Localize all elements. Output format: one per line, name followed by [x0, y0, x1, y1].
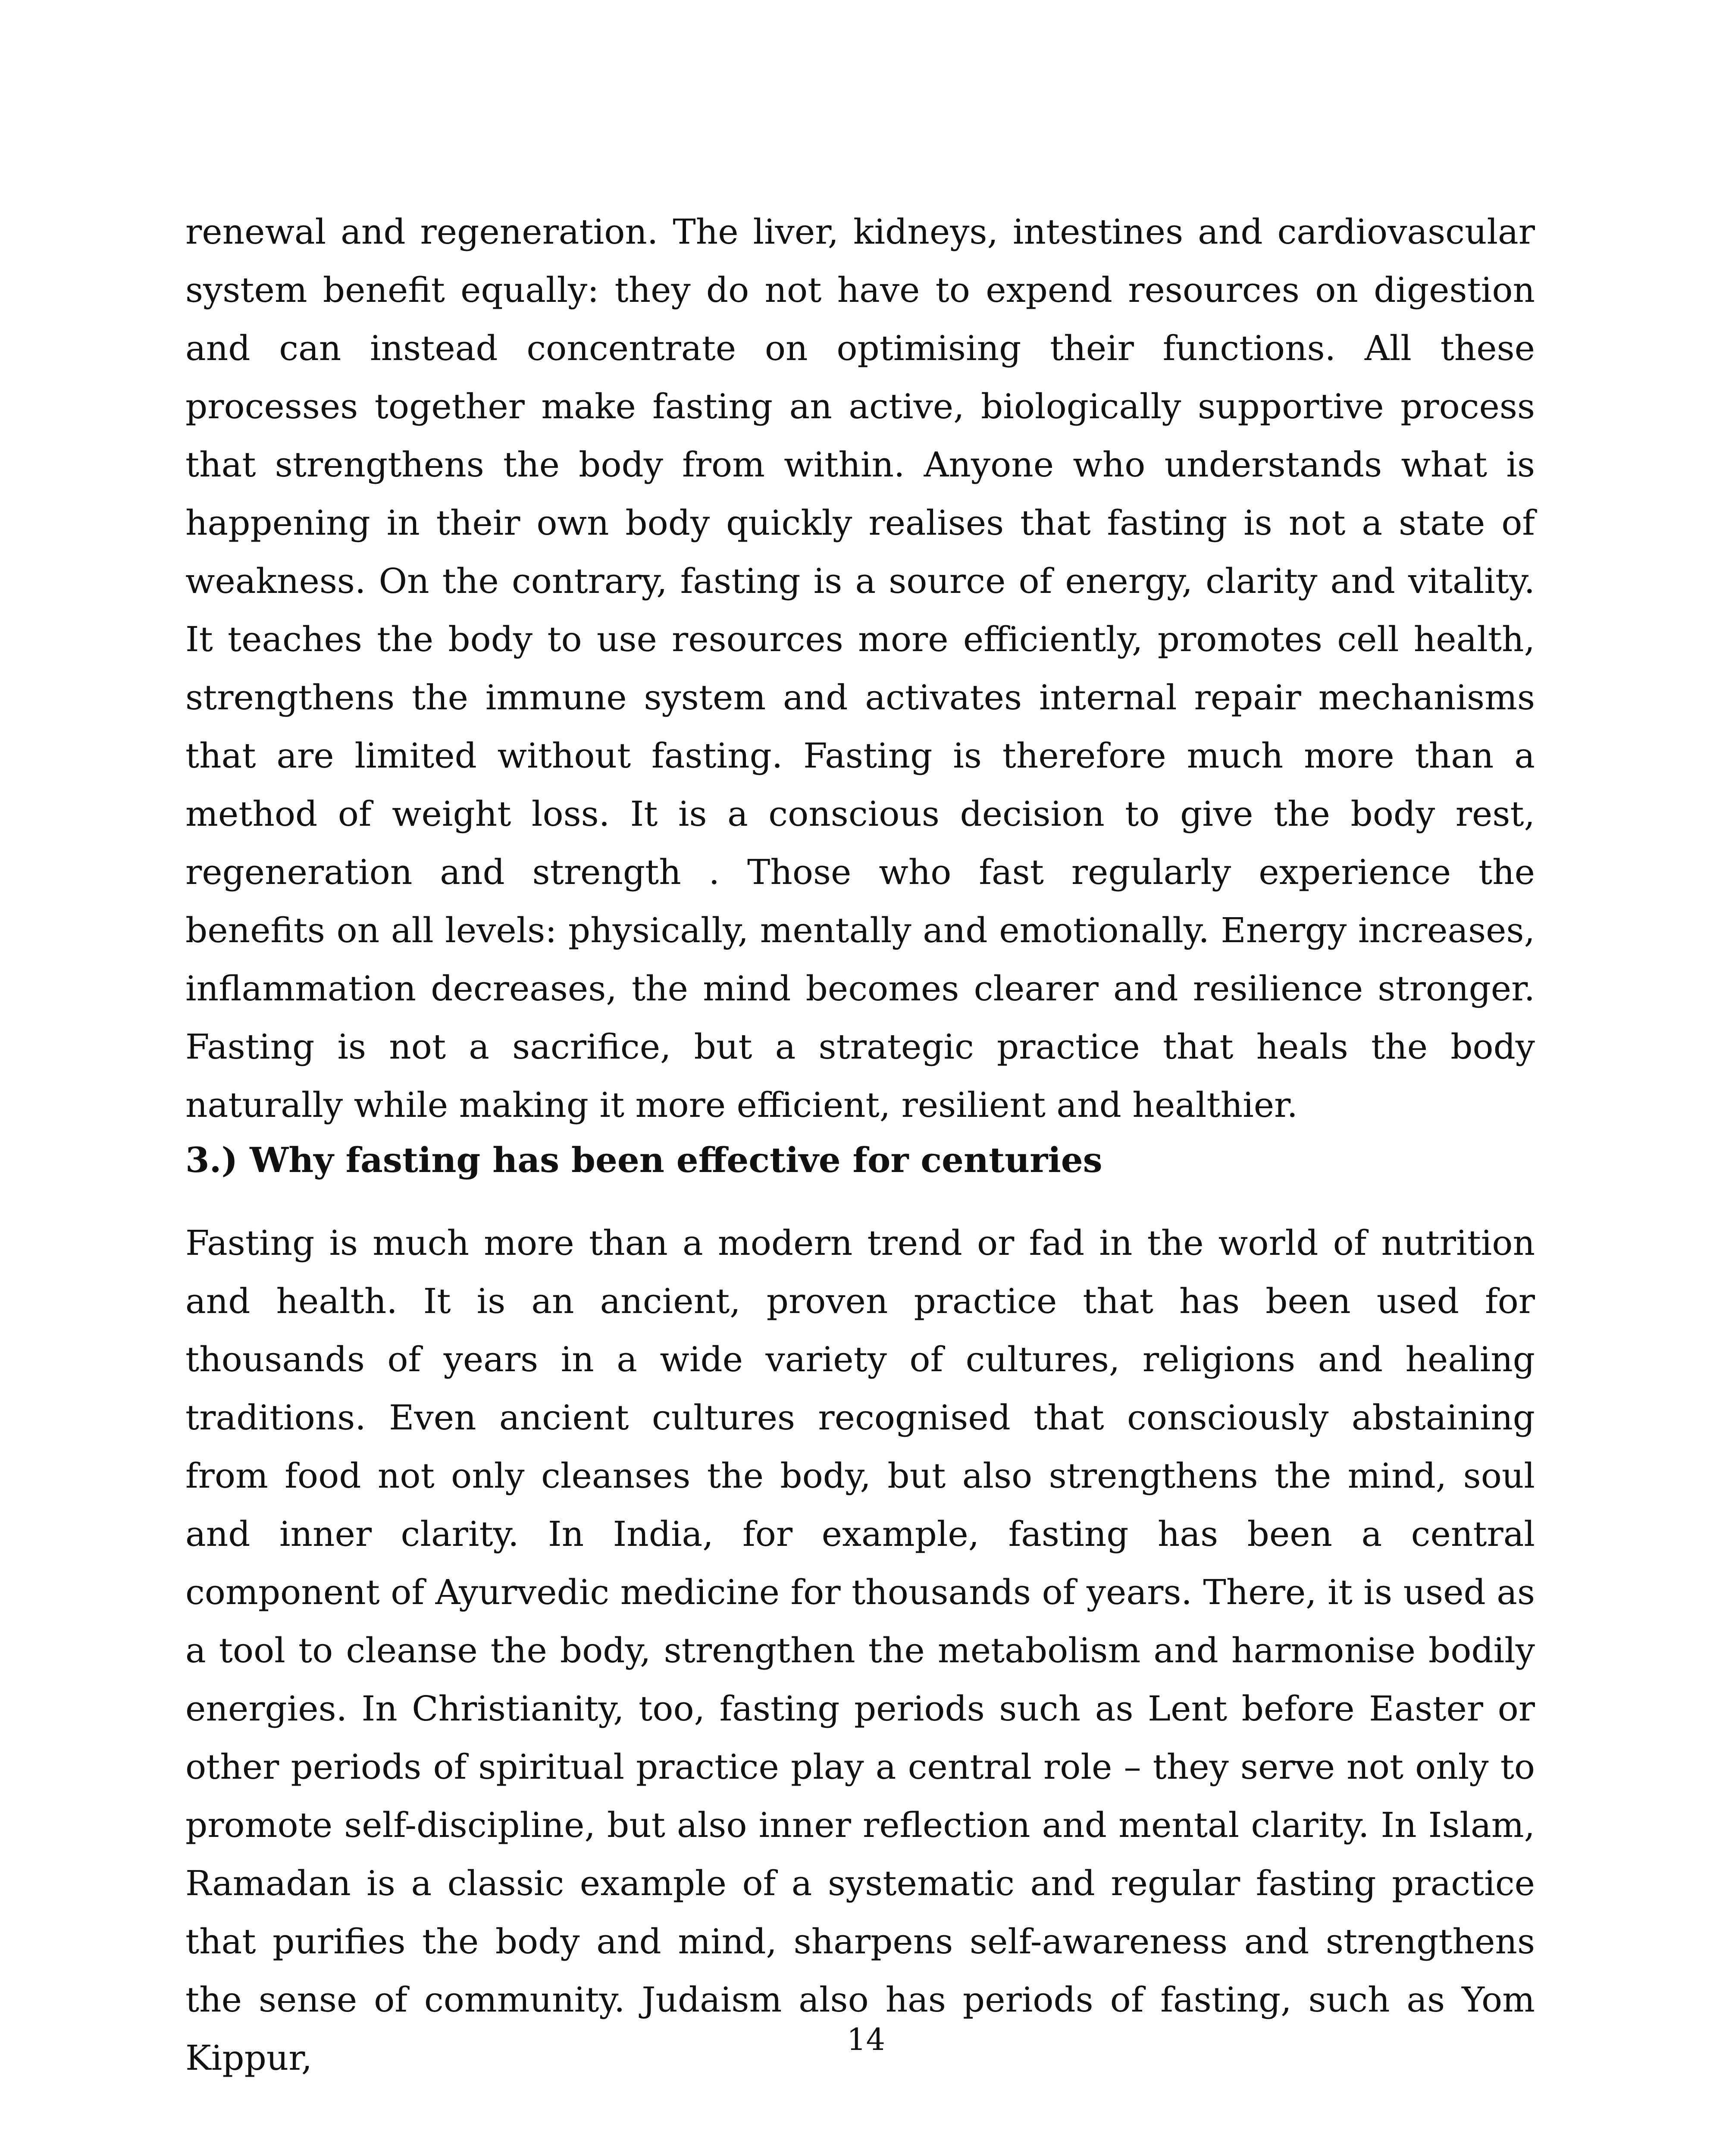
page-number: 14 [846, 2022, 886, 2057]
body-paragraph-2: Fasting is much more than a modern trend or fad in the world of nutrition and health. It is an ancient, proven practice that has been used for thousands of years in a wide variety of cultures, religions and healing traditions. Even ancient cultures recognised that consciously abstaining from food not only cleanses the body, but also strengthens the mind, soul and inner clarity. In India, for example, fasting has been a central component of Ayurvedic medicine for thousands of years. There, it is used as a tool to cleanse the body, strengthen the metabolism and harmonise bodily energies. In Christianity, too, fasting periods such as Lent before Easter or other periods of spiritual practice play a central role – they serve not only to promote self-discipline, but also inner reflection and mental clarity. In Islam, Ramadan is a classic example of a systematic and regular fasting practice that purifies the body and mind, sharpens self-awareness and strengthens the sense of community. Judaism also has periods of fasting, such as Yom Kippur, [185, 1223, 1535, 2078]
body-paragraph-2-container [185, 1214, 1535, 2087]
section-heading: 3.) Why fasting has been effective for centuries [185, 1140, 1102, 1180]
body-paragraph-1: renewal and regeneration. The liver, kidneys, intestines and cardiovascular system benefit equally: they do not have to expend resources on digestion and can instead concentrate on optimising their functions. All these processes together make fasting an active, biologically supportive process that strengthens the body from within. Anyone who understands what is happening in their own body quickly realises that fasting is not a state of weakness. On the contrary, fasting is a source of energy, clarity and vitality. It teaches the body to use resources more efficiently, promotes cell health, strengthens the immune system and activates internal repair mechanisms that are limited without fasting. Fasting is therefore much more than a method of weight loss. It is a conscious decision to give the body rest, regeneration and strength . Those who fast regularly experience the benefits on all levels: physically, mentally and emotionally. Energy increases, inflammation decreases, the mind becomes clearer and resilience stronger. Fasting is not a sacrifice, but a strategic practice that heals the body naturally while making it more efficient, resilient and healthier. [185, 212, 1535, 1125]
body-paragraph-1-container [185, 203, 1535, 1134]
